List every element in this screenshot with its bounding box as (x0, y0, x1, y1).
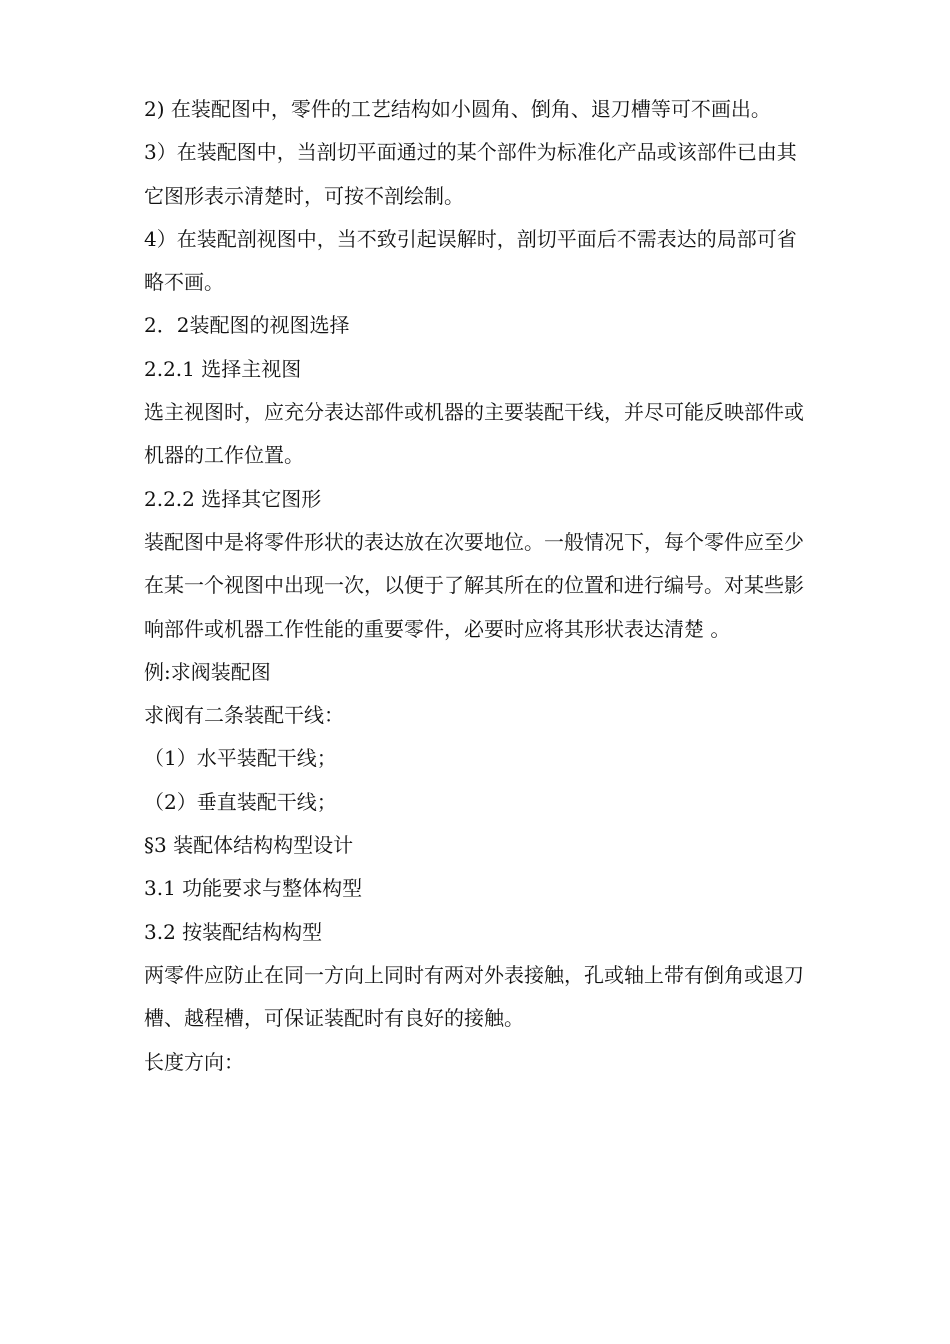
subsection-heading-2-2-2: 2.2.2 选择其它图形 (144, 486, 322, 511)
paragraph-length-direction: 长度方向： (144, 1049, 244, 1074)
example-heading: 例:求阀装配图 (144, 659, 271, 684)
paragraph-rule-2: 2) 在装配图中，零件的工艺结构如小圆角、倒角、退刀槽等可不画出。 (144, 97, 771, 121)
section-heading-3: §3 装配体结构构型设计 (144, 833, 354, 858)
paragraph-other-views: 装配图中是将零件形状的表达放在次要地位。一般情况下，每个零件应至少在某一个视图中出现一次，以便于了解其所在的位置和进行编号。对某些影响部件或机器工作性能的重要零件，必要时应将其形状表达清楚 。 (144, 529, 804, 641)
paragraph-assembly-lines: 求阀有二条装配干线： (144, 703, 344, 728)
subsection-heading-3-2: 3.2 按装配结构构型 (144, 919, 323, 944)
paragraph-rule-4: 4）在装配剖视图中，当不致引起误解时，剖切平面后不需表达的局部可省略不画。 (144, 226, 797, 295)
list-item-horizontal: （1）水平装配干线； (144, 746, 337, 771)
paragraph-rule-3: 3）在装配图中，当剖切平面通过的某个部件为标准化产品或该部件已由其它图形表示清楚时，可按不剖绘制。 (144, 140, 797, 208)
document-body (144, 88, 810, 1084)
list-item-vertical: （2）垂直装配干线； (144, 789, 337, 814)
subsection-heading-3-1: 3.1 功能要求与整体构型 (144, 876, 363, 901)
subsection-heading-2-2-1: 2.2.1 选择主视图 (144, 356, 302, 381)
section-heading-2-2: 2．2装配图的视图选择 (144, 313, 350, 338)
paragraph-main-view: 选主视图时，应充分表达部件或机器的主要装配干线，并尽可能反映部件或机器的工作位置。 (144, 400, 804, 468)
paragraph-contact: 两零件应防止在同一方向上同时有两对外表接触，孔或轴上带有倒角或退刀槽、越程槽，可保证装配时有良好的接触。 (144, 962, 804, 1031)
